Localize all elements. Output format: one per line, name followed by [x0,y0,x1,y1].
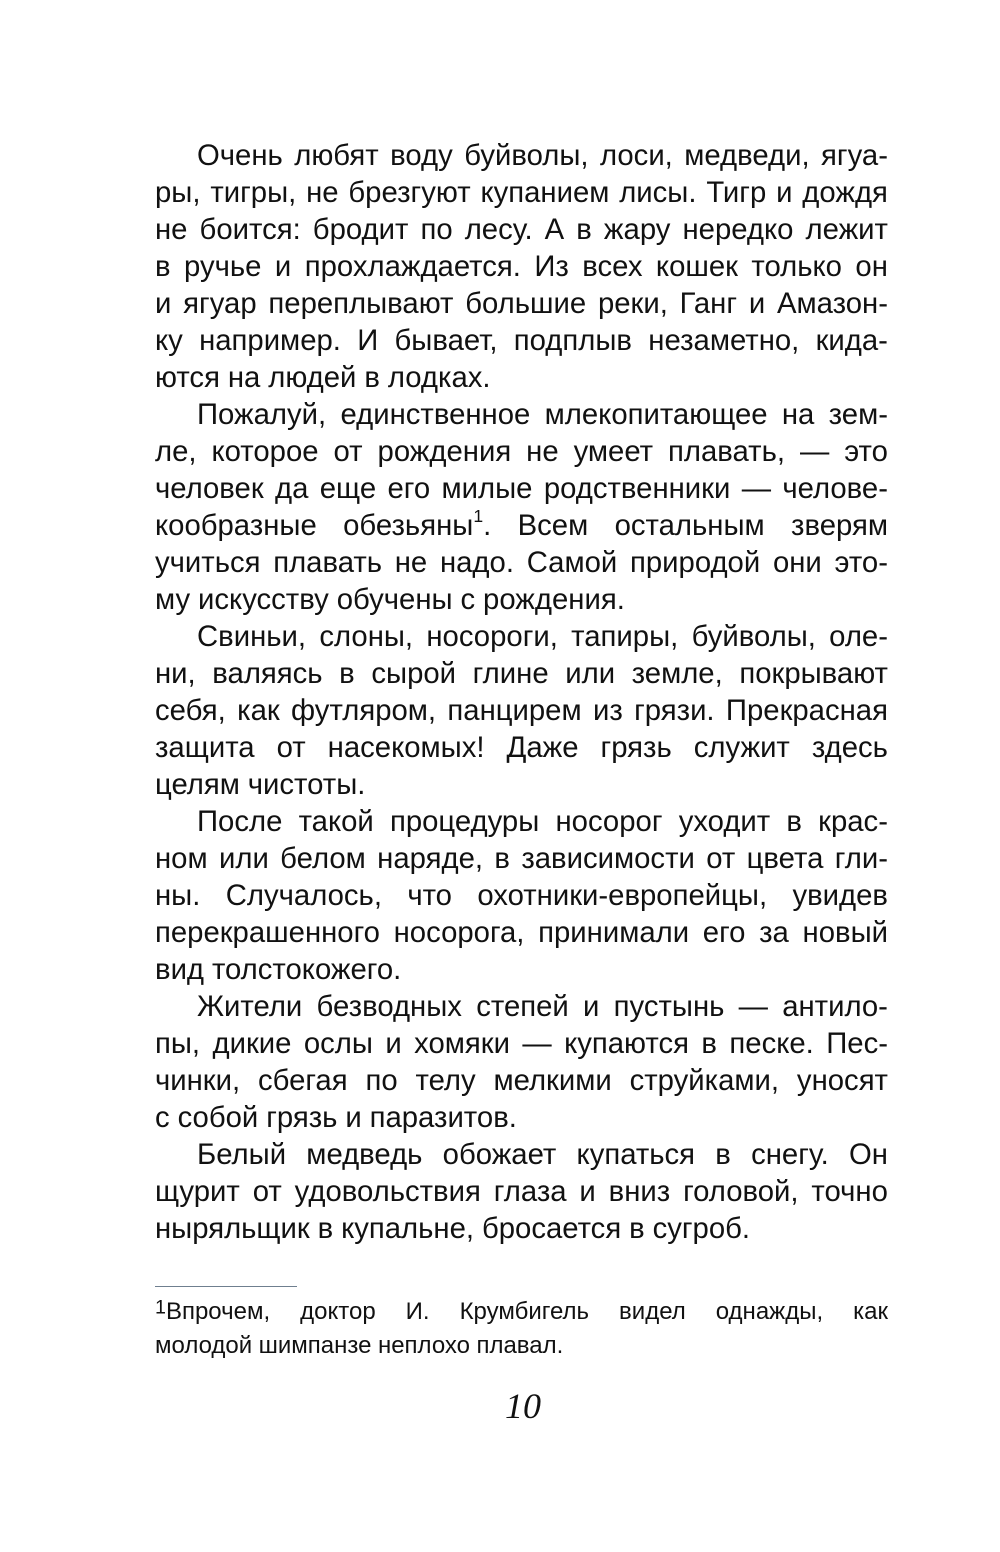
text-line: ку например. И бывает, подплыв незаметно, кида- [155,324,888,357]
text-line: ни, валяясь в сырой глине или земле, покрывают [155,657,888,690]
text-line: человек да еще его милые родственники — челове- [155,472,888,505]
text-line: чинки, сбегая по телу мелкими струйками, уносят [155,1064,888,1097]
paragraph [155,988,888,1136]
text-line: Жители безводных степей и пустынь — антило- [197,990,888,1023]
text-line: После такой процедуры носорог уходит в крас- [197,805,888,838]
paragraph [155,396,888,618]
text-line: Пожалуй, единственное млекопитающее на зем- [197,398,888,431]
paragraph [155,137,888,396]
text-line: ются на людей в лодках. [155,361,491,394]
text-line: ном или белом наряде, в зависимости от цвета гли- [155,842,888,875]
text-line: ны. Случалось, что охотники-европейцы, увидев [155,879,888,912]
text-line: не боится: бродит по лесу. А в жару нередко лежит [155,213,888,246]
text-line: в ручье и прохлаждается. Из всех кошек только он [155,250,888,283]
text-line: ры, тигры, не брезгуют купанием лисы. Тигр и дождя [155,176,888,209]
text-line: Очень любят воду буйволы, лоси, медведи, ягуа- [197,139,888,172]
text-line: щурит от удовольствия глаза и вниз головой, точно [155,1175,888,1208]
footnote-line: молодой шимпанзе неплохо плавал. [155,1332,564,1359]
text-line: и ягуар переплывают большие реки, Ганг и Амазон- [155,287,888,320]
footnote-reference: 1 [473,505,484,526]
paragraph [155,1136,888,1247]
text-line: кообразные обезьяны$^1$. Всем остальным зверям [155,505,888,542]
text-line: Белый медведь обожает купаться в снегу. Он [197,1138,888,1171]
text-line: целям чистоты. [155,768,366,801]
text-line: себя, как футляром, панцирем из грязи. Прекрасная [155,694,888,727]
page-number: 10 [505,1386,541,1426]
text-line: му искусству обучены с рождения. [155,583,625,616]
text-line: ныряльщик в купальне, бросается в сугроб. [155,1212,751,1245]
footnote-divider [155,1286,297,1287]
text-line: пы, дикие ослы и хомяки — купаются в песке. Пес- [155,1027,888,1060]
paragraph [155,618,888,803]
text-line: перекрашенного носорога, принимали его за новый [155,916,888,949]
main-text [155,137,888,1247]
text-line: с собой грязь и паразитов. [155,1101,517,1134]
footnote-line: $^1$Впрочем, доктор И. Крумбигель видел однажды, как [155,1296,888,1325]
text-line: учиться плавать не надо. Самой природой они это- [155,546,888,579]
text-line: ле, которое от рождения не умеет плавать, — это [155,435,888,468]
footnote-number: 1 [155,1296,166,1319]
paragraph [155,803,888,988]
text-line: вид толстокожего. [155,953,402,986]
text-line: защита от насекомых! Даже грязь служит здесь [155,731,888,764]
text-line: Свиньи, слоны, носороги, тапиры, буйволы, оле- [197,620,888,653]
footnote [155,1295,888,1363]
